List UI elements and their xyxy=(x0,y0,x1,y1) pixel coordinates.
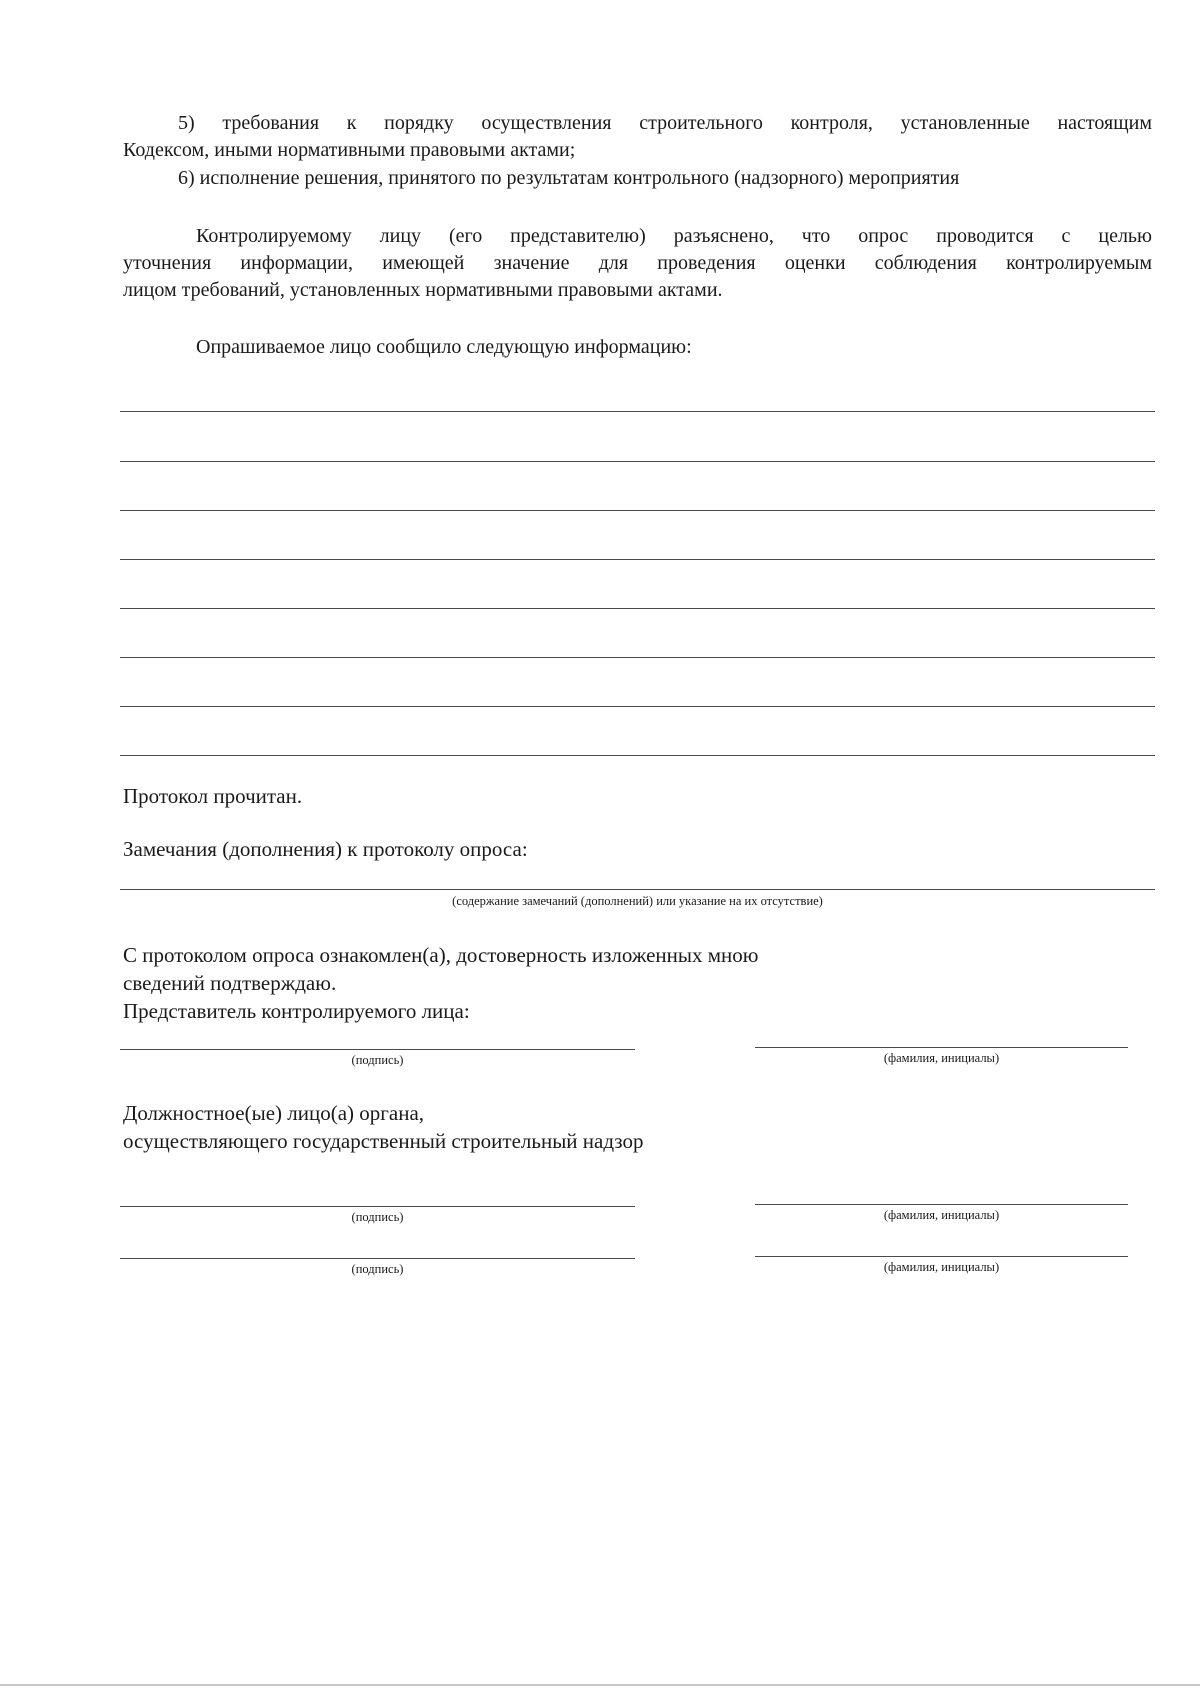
acknowledgement-line-3: Представитель контролируемого лица: xyxy=(123,999,470,1023)
signature-line-1 xyxy=(120,1049,635,1050)
info-line-5 xyxy=(120,608,1155,609)
signature-caption-3: (подпись) xyxy=(351,1262,404,1276)
signature-caption-2: (подпись) xyxy=(351,1210,404,1224)
signature-line-3 xyxy=(120,1258,635,1259)
remarks-caption: (содержание замечаний (дополнений) или указание на их отсутствие) xyxy=(452,894,823,908)
explanation-line-2: уточнения информации, имеющей значение для проведения оценки соблюдения контролируемым xyxy=(123,252,1152,274)
official-line-1: Должностное(ые) лицо(а) органа, xyxy=(123,1101,425,1125)
info-line-3 xyxy=(120,510,1155,511)
name-line-3 xyxy=(755,1256,1128,1257)
signature-line-2 xyxy=(120,1206,635,1207)
acknowledgement-line-1: С протоколом опроса ознакомлен(а), достоверность изложенных мною xyxy=(123,943,759,967)
item-6: 6) исполнение решения, принятого по результатам контрольного (надзорного) мероприятия xyxy=(178,167,960,189)
remarks-line xyxy=(120,889,1155,890)
name-line-2 xyxy=(755,1204,1128,1205)
acknowledgement-line-2: сведений подтверждаю. xyxy=(123,971,337,995)
explanation-line-1: Контролируемому лицу (его представителю) разъяснено, что опрос проводится с целью xyxy=(196,225,1152,247)
protocol-read: Протокол прочитан. xyxy=(123,784,303,808)
item-5-line-2: Кодексом, иными нормативными правовыми актами; xyxy=(123,139,576,161)
info-line-8 xyxy=(120,755,1155,756)
official-line-2: осуществляющего государственный строительный надзор xyxy=(123,1129,644,1153)
page-bottom-border xyxy=(0,1684,1200,1686)
name-caption-3: (фамилия, инициалы) xyxy=(883,1260,1000,1274)
info-line-1 xyxy=(120,411,1155,412)
name-caption-1: (фамилия, инициалы) xyxy=(883,1051,1000,1065)
name-line-1 xyxy=(755,1047,1128,1048)
remarks-label: Замечания (дополнения) к протоколу опроса: xyxy=(123,837,528,861)
info-line-2 xyxy=(120,461,1155,462)
info-line-4 xyxy=(120,559,1155,560)
info-line-7 xyxy=(120,706,1155,707)
info-label: Опрашиваемое лицо сообщило следующую информацию: xyxy=(196,336,692,358)
info-line-6 xyxy=(120,657,1155,658)
item-5-line-1: 5) требования к порядку осуществления строительного контроля, установленные настоящим xyxy=(178,112,1152,134)
signature-caption-1: (подпись) xyxy=(351,1053,404,1067)
name-caption-2: (фамилия, инициалы) xyxy=(883,1208,1000,1222)
explanation-line-3: лицом требований, установленных нормативными правовыми актами. xyxy=(123,279,723,301)
